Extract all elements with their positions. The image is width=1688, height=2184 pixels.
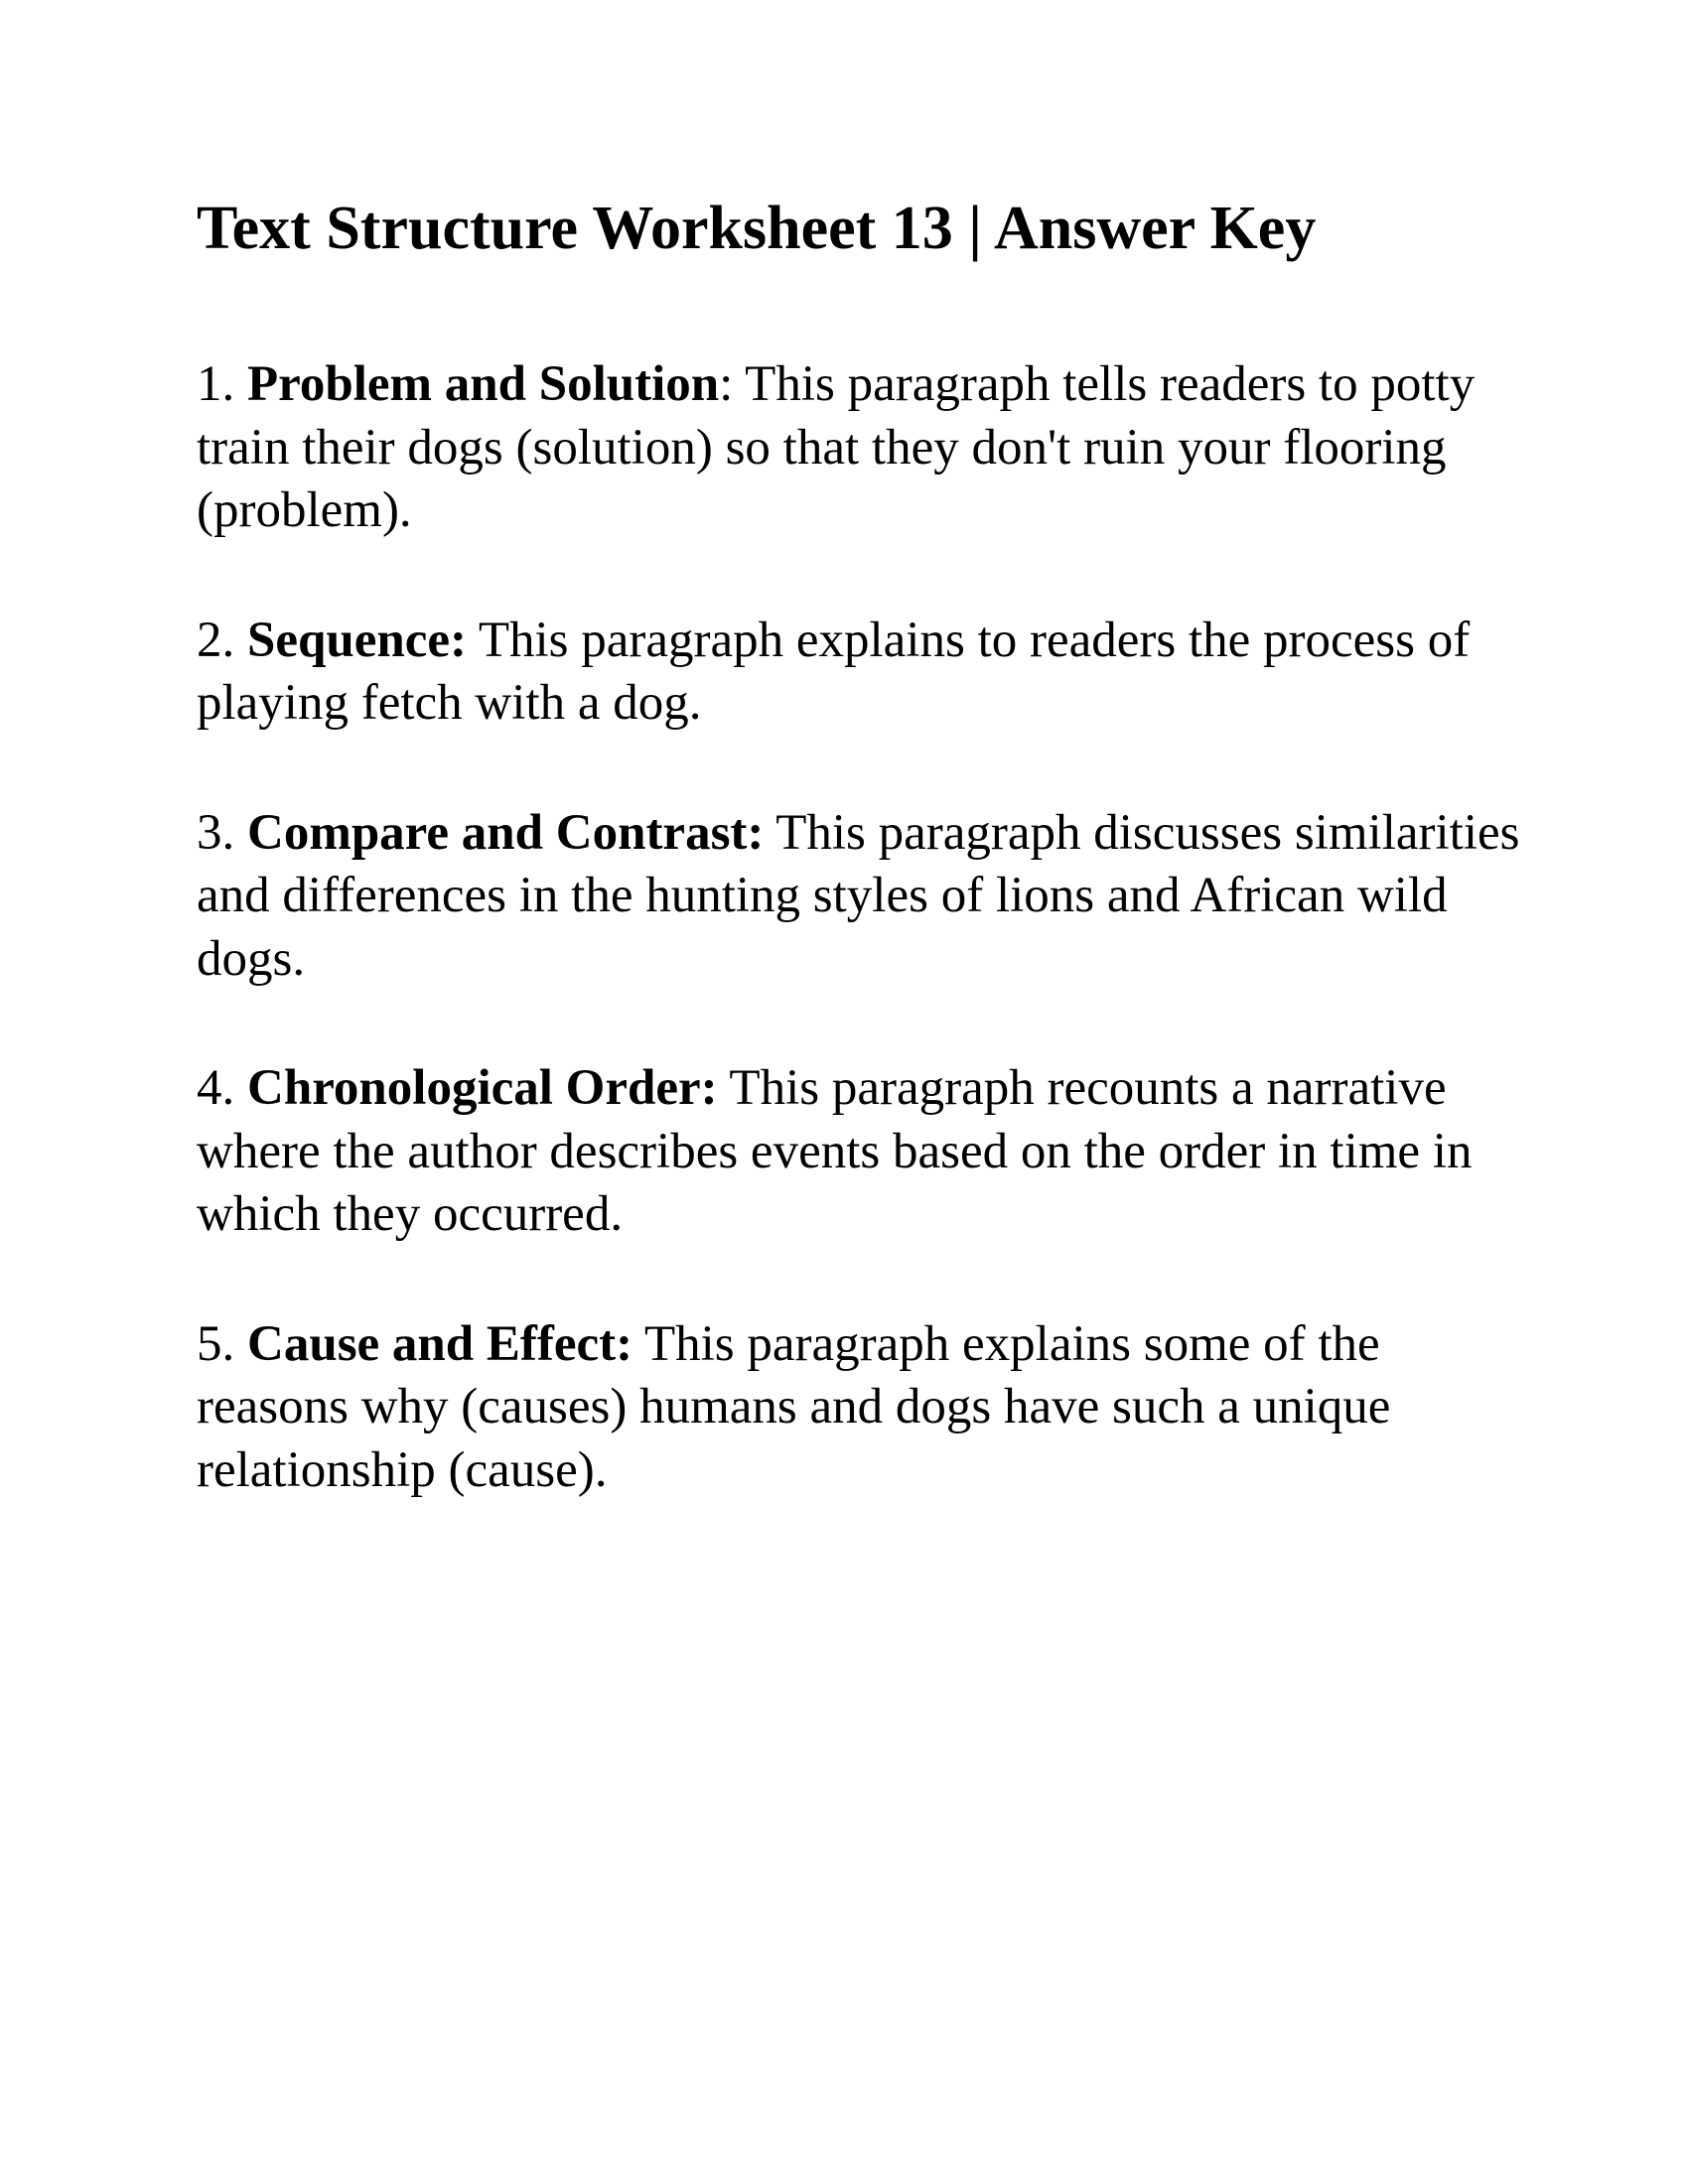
answer-text: : This paragraph tells readers to potty train their dogs (solution) so that they don't ruin your flooring (problem). [197, 356, 1476, 539]
answer-text: This paragraph explains some of the reasons why (causes) humans and dogs have such a unique relationship (cause). [197, 1315, 1391, 1498]
answer-number: 3. [197, 804, 247, 861]
answer-term: Sequence: [247, 612, 467, 668]
answer-item [197, 610, 1527, 736]
worksheet-page [197, 194, 1527, 1569]
answer-list [197, 353, 1527, 1502]
answer-text: This paragraph recounts a narrative where the author describes events based on the order in time in which they occurred. [197, 1060, 1473, 1243]
answer-term: Chronological Order: [247, 1060, 718, 1117]
answer-item [197, 1057, 1527, 1247]
answer-number: 4. [197, 1060, 247, 1117]
answer-item [197, 802, 1527, 992]
answer-number: 2. [197, 612, 247, 668]
answer-term: Compare and Contrast: [247, 804, 765, 861]
answer-number: 1. [197, 356, 247, 413]
page-title: Text Structure Worksheet 13 | Answer Key [197, 195, 1317, 262]
answer-term: Cause and Effect: [247, 1315, 633, 1372]
answer-item [197, 353, 1527, 543]
answer-text: This paragraph explains to readers the process of playing fetch with a dog. [197, 612, 1471, 732]
answer-text: This paragraph discusses similarities and differences in the hunting styles of lions and African wild dogs. [197, 804, 1520, 987]
answer-item [197, 1313, 1527, 1503]
answer-number: 5. [197, 1315, 247, 1372]
answer-term: Problem and Solution [247, 356, 720, 413]
